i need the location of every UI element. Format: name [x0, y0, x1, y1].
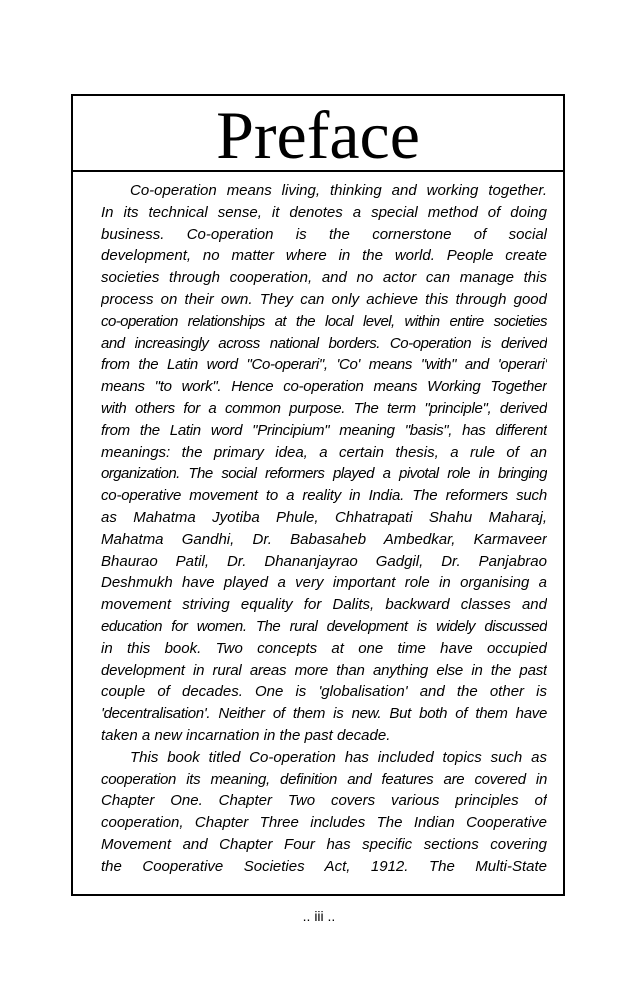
- text-line: couple of decades. One is 'globalisation' and the other is: [101, 683, 547, 701]
- text-line: cooperation, Chapter Three includes The Indian Cooperative: [101, 814, 547, 832]
- preface-body: [101, 180, 547, 878]
- page-number: .. iii ..: [302, 908, 336, 924]
- text-line: as Mahatma Jyotiba Phule, Chhatrapati Shahu Maharaj,: [101, 508, 547, 526]
- text-line: co-operation relationships at the local level, within entire societies: [101, 312, 547, 330]
- text-line: This book titled Co-operation has included topics such as: [130, 748, 547, 766]
- text-line: means "to work". Hence co-operation means Working Together: [101, 378, 547, 396]
- title-divider: [73, 170, 563, 172]
- text-line: Deshmukh have played a very important role in organising a: [101, 574, 547, 592]
- text-line: development, no matter where in the world. People create: [101, 247, 547, 265]
- text-line: education for women. The rural development is widely discussed: [101, 617, 547, 635]
- text-line: and increasingly across national borders. Co-operation is derived: [101, 334, 547, 352]
- text-line: Movement and Chapter Four has specific sections covering: [101, 835, 547, 853]
- text-line: the Cooperative Societies Act, 1912. The Multi-State: [101, 857, 547, 875]
- text-line: In its technical sense, it denotes a special method of doing: [101, 203, 547, 221]
- text-line: process on their own. They can only achieve this through good: [101, 290, 547, 308]
- text-line: development in rural areas more than anything else in the past: [101, 661, 547, 679]
- text-line: Bhaurao Patil, Dr. Dhananjayrao Gadgil, Dr. Panjabrao: [101, 552, 547, 570]
- text-line: movement striving equality for Dalits, backward classes and: [101, 596, 547, 614]
- text-line: organization. The social reformers played a pivotal role in bringing: [101, 465, 547, 483]
- text-line: cooperation its meaning, definition and features are covered in: [101, 770, 547, 788]
- text-line: taken a new incarnation in the past decade.: [101, 726, 391, 744]
- paragraph: [101, 747, 547, 878]
- text-line: societies through cooperation, and no actor can manage this: [101, 269, 547, 287]
- paragraph: [101, 180, 547, 747]
- text-line: 'decentralisation'. Neither of them is new. But both of them have: [101, 705, 547, 723]
- text-line: business. Co-operation is the cornerstone of social: [101, 225, 547, 243]
- text-line: Chapter One. Chapter Two covers various principles of: [101, 792, 547, 810]
- text-line: co-operative movement to a reality in India. The reformers such: [101, 487, 547, 505]
- text-line: meanings: the primary idea, a certain thesis, a rule of an: [101, 443, 547, 461]
- text-line: Mahatma Gandhi, Dr. Babasaheb Ambedkar, Karmaveer: [101, 530, 547, 548]
- text-line: Co-operation means living, thinking and working together.: [130, 182, 547, 199]
- text-line: with others for a common purpose. The term "principle", derived: [101, 399, 547, 417]
- page-title: Preface: [216, 97, 420, 173]
- text-line: from the Latin word "Principium" meaning "basis", has different: [101, 421, 547, 439]
- text-line: from the Latin word "Co-operari", 'Co' means "with" and 'operari': [101, 356, 547, 374]
- text-line: in this book. Two concepts at one time have occupied: [101, 639, 547, 657]
- preface-frame: [71, 94, 565, 896]
